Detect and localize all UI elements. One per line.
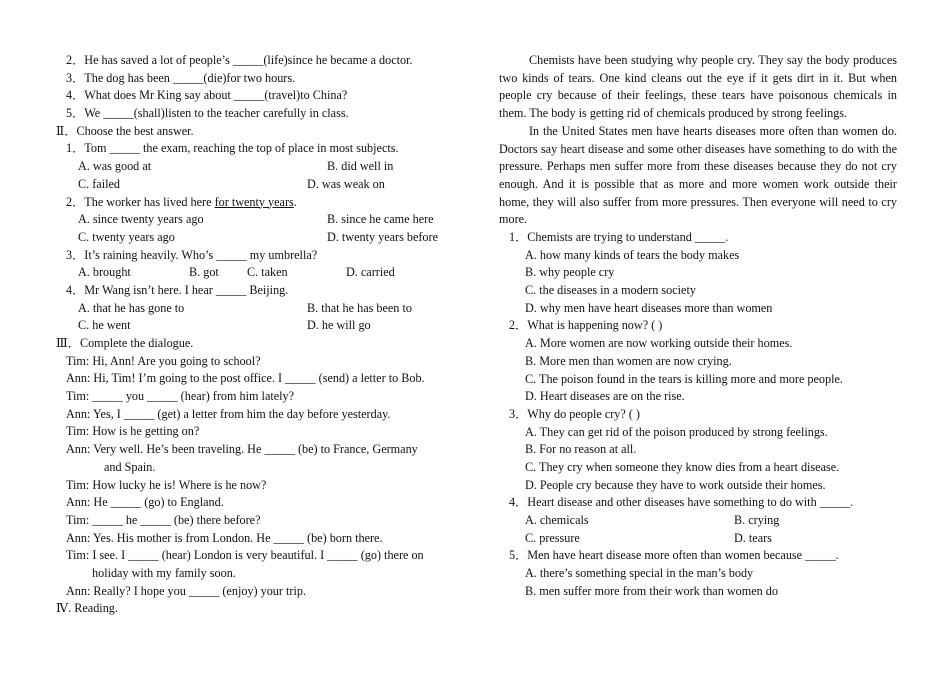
option-row bbox=[56, 158, 456, 176]
question-stem: 1．Tom _____ the exam, reaching the top of place in most subjects. bbox=[66, 141, 399, 156]
option: C. pressure bbox=[525, 530, 580, 545]
option: B. More men than women are now crying. bbox=[525, 353, 732, 368]
option-row bbox=[56, 264, 456, 282]
stem-text: 2．The worker has lived here bbox=[66, 194, 215, 209]
option: D. he will go bbox=[307, 318, 371, 333]
option: B. did well in bbox=[327, 159, 394, 174]
reading-paragraph: In the United States men have hearts diseases more often than women do. Doctors say heart disease and some other diseases have something to do with the pressure. Perhaps men suffer more from these diseases because they do not cry enough. And it is possible that as more and more women work outside their home, they will also suffer from more pressures. Then everyone will need to cry more. bbox=[499, 123, 897, 227]
option: A. that he has gone to bbox=[78, 300, 185, 315]
dialogue-line: Tim: I see. I _____ (hear) London is very beautiful. I _____ (go) there on bbox=[66, 548, 424, 563]
option: B. men suffer more from their work than women do bbox=[525, 583, 778, 598]
question-line: 3．The dog has been _____(die)for two hours. bbox=[66, 70, 296, 85]
option: C. twenty years ago bbox=[78, 229, 175, 244]
option: C. he went bbox=[78, 318, 131, 333]
option: B. that he has been to bbox=[307, 300, 412, 315]
question-line: 2．He has saved a lot of people’s _____(life)since he became a doctor. bbox=[66, 53, 413, 67]
option: D. tears bbox=[734, 530, 772, 545]
question-stem: 3．Why do people cry? ( ) bbox=[509, 406, 640, 421]
left-column bbox=[56, 52, 456, 618]
question-stem: 4．Heart disease and other diseases have something to do with _____. bbox=[509, 495, 854, 510]
dialogue-line: Ann: Hi, Tim! I’m going to the post office. I _____ (send) a letter to Bob. bbox=[66, 371, 425, 386]
option: C. They cry when someone they know dies from a heart disease. bbox=[525, 459, 840, 474]
option: C. The poison found in the tears is killing more and more people. bbox=[525, 371, 843, 386]
option: D. was weak on bbox=[307, 176, 385, 191]
option: A. More women are now working outside their homes. bbox=[525, 336, 793, 351]
question-stem bbox=[56, 194, 456, 212]
option: A. was good at bbox=[78, 159, 152, 174]
option: A. They can get rid of the poison produced by strong feelings. bbox=[525, 424, 828, 439]
option: D. carried bbox=[346, 265, 395, 280]
option-row bbox=[56, 229, 456, 247]
question-stem: 2．What is happening now? ( ) bbox=[509, 318, 663, 333]
dialogue-line: Tim: _____ you _____ (hear) from him lately? bbox=[66, 389, 295, 404]
dialogue-line: and Spain. bbox=[104, 459, 156, 474]
option: C. failed bbox=[78, 176, 120, 191]
dialogue-line: Ann: Really? I hope you _____ (enjoy) your trip. bbox=[66, 583, 306, 598]
question-stem: 3．It’s raining heavily. Who’s _____ my umbrella? bbox=[66, 247, 318, 262]
dialogue-line: Ann: He _____ (go) to England. bbox=[66, 495, 224, 510]
option-row bbox=[56, 211, 456, 229]
option-row bbox=[499, 530, 897, 548]
option-row bbox=[56, 300, 456, 318]
option: D. why men have heart diseases more than women bbox=[525, 300, 773, 315]
option: D. People cry because they have to work outside their homes. bbox=[525, 477, 826, 492]
section-heading: Ⅲ．Complete the dialogue. bbox=[56, 336, 194, 350]
underlined-phrase: for twenty years bbox=[214, 194, 294, 209]
dialogue-line: Ann: Yes, I _____ (get) a letter from him the day before yesterday. bbox=[66, 406, 391, 421]
dialogue-line: Tim: Hi, Ann! Are you going to school? bbox=[66, 353, 261, 368]
option: B. why people cry bbox=[525, 265, 615, 280]
option: C. the diseases in a modern society bbox=[525, 283, 696, 298]
dialogue-line: Ann: Very well. He’s been traveling. He _____ (be) to France, Germany bbox=[66, 442, 418, 457]
option: B. For no reason at all. bbox=[525, 442, 637, 457]
option: B. since he came here bbox=[327, 212, 434, 227]
option: B. got bbox=[189, 265, 219, 280]
option-row bbox=[499, 512, 897, 530]
option-row bbox=[56, 176, 456, 194]
option: A. how many kinds of tears the body makes bbox=[525, 247, 740, 262]
question-stem: 1．Chemists are trying to understand _____. bbox=[509, 230, 729, 245]
dialogue-line: Tim: How is he getting on? bbox=[66, 424, 200, 439]
dialogue-line: Ann: Yes. His mother is from London. He _____ (be) born there. bbox=[66, 530, 383, 545]
option: A. brought bbox=[78, 265, 131, 280]
question-line: 5．We _____(shall)listen to the teacher carefully in class. bbox=[66, 106, 349, 121]
option: D. twenty years before bbox=[327, 229, 438, 244]
reading-paragraph: Chemists have been studying why people cry. They say the body produces two kinds of tears. One kind cleans out the eye if it gets dirt in it. But when people cry because of their feelings, these tears have poisonous chemicals in them. The body is getting rid of chemicals produced by strong feelings. bbox=[499, 53, 897, 121]
question-line: 4．What does Mr King say about _____(travel)to China? bbox=[66, 88, 348, 103]
section-heading: Ⅱ．Choose the best answer. bbox=[56, 123, 194, 138]
option: B. crying bbox=[734, 513, 780, 528]
dialogue-line: holiday with my family soon. bbox=[92, 565, 236, 580]
right-column bbox=[499, 52, 897, 600]
option: A. there’s something special in the man’s body bbox=[525, 566, 754, 581]
dialogue-line: Tim: How lucky he is! Where is he now? bbox=[66, 477, 267, 492]
option: D. Heart diseases are on the rise. bbox=[525, 389, 685, 404]
option: C. taken bbox=[247, 265, 288, 280]
option: A. chemicals bbox=[525, 513, 589, 528]
stem-text: . bbox=[293, 194, 297, 209]
question-stem: 4．Mr Wang isn’t here. I hear _____ Beijing. bbox=[66, 282, 289, 297]
question-stem: 5．Men have heart disease more often than women because _____. bbox=[509, 548, 839, 563]
dialogue-line: Tim: _____ he _____ (be) there before? bbox=[66, 512, 261, 527]
option-row bbox=[56, 317, 456, 335]
section-heading: Ⅳ. Reading. bbox=[56, 601, 118, 616]
option: A. since twenty years ago bbox=[78, 212, 204, 227]
